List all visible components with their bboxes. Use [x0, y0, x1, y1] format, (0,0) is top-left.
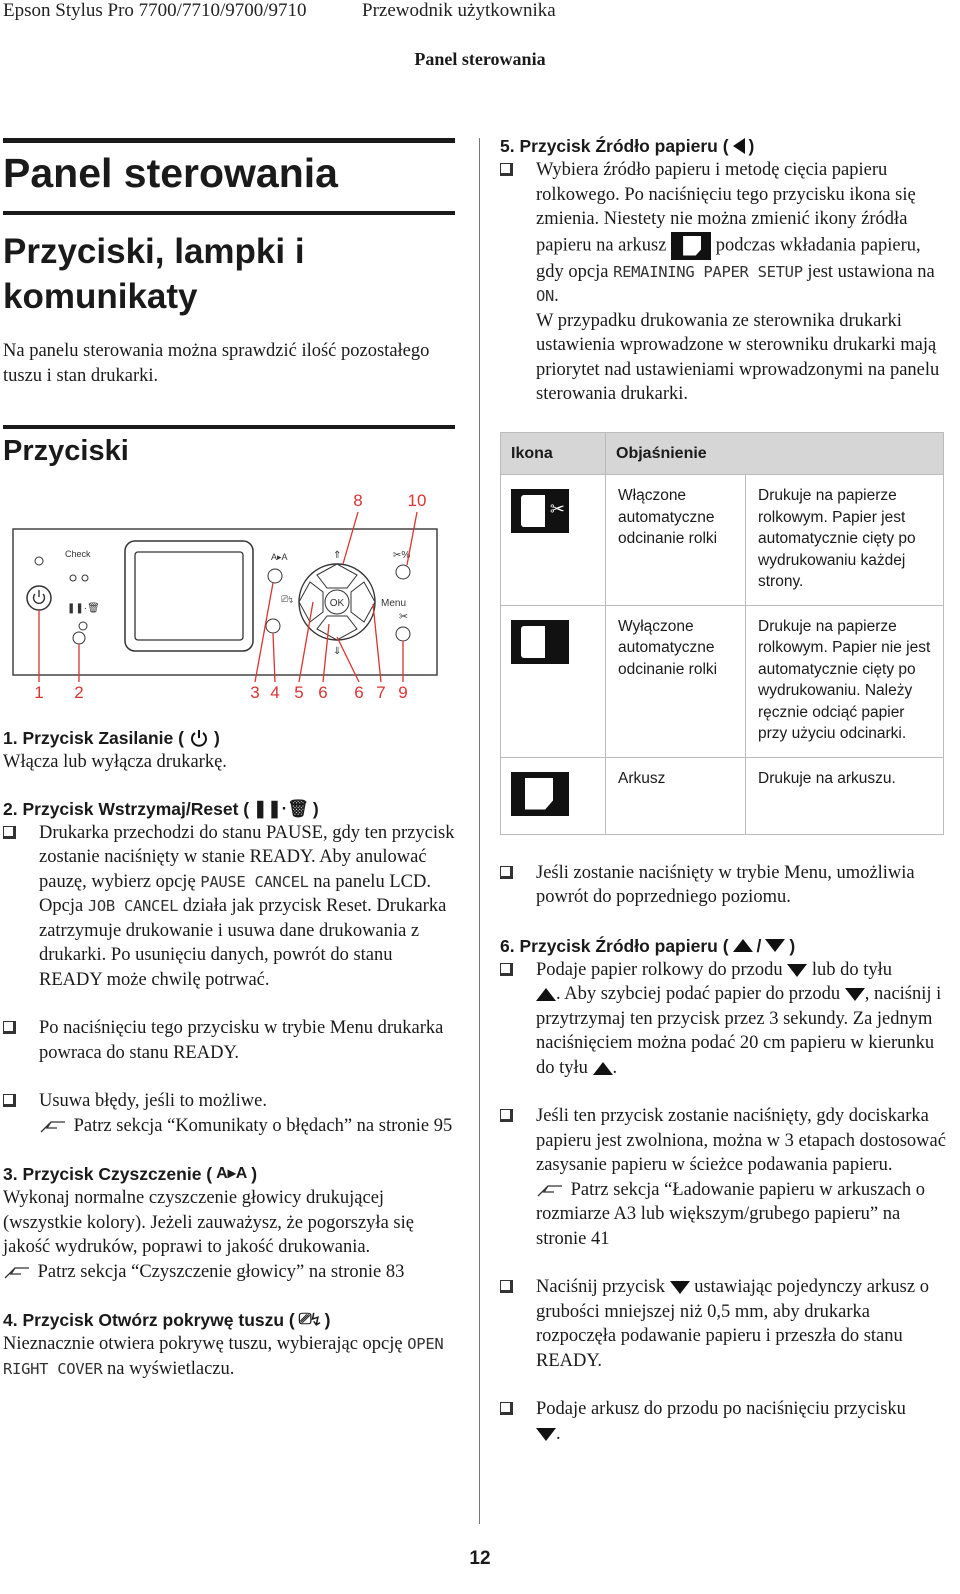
loading-reference-link[interactable]: Patrz sekcja “Ładowanie papieru w arkuszach o rozmiarze A3 lub większym/grubego papieru” na stronie 41 — [536, 1179, 926, 1249]
ink-cover-icon: ⎚↯ — [298, 1311, 321, 1328]
checkbox-bullet-icon — [3, 1021, 16, 1034]
check-label: Check — [65, 549, 91, 559]
pause-reset-button[interactable] — [73, 632, 85, 644]
text: Nieznacznie otwiera pokrywę tuszu, wybierając opcję — [3, 1334, 408, 1354]
section-rule — [3, 211, 455, 215]
text: Naciśnij przycisk — [536, 1277, 665, 1297]
table-cell — [501, 475, 606, 606]
text: ustawiając pojedynczy arkusz o grubości mniejszej niż 0,5 mm, aby drukarka rozpoczęła podawanie papieru i przeszła do stanu READY. — [536, 1277, 929, 1371]
cleaning-icon: A▸A — [271, 552, 288, 562]
pause-title-text: 2. Przycisk Wstrzymaj/Reset ( — [3, 798, 250, 819]
list-item — [500, 958, 952, 1081]
checkbox-bullet-icon — [500, 1280, 513, 1293]
feed-up-icon: ⇑ — [333, 550, 342, 561]
text: , naciśnij i przytrzymaj ten przycisk przez 3 sekundy. Za jednym naciśnięciem można podać 20 cm papieru w kierunku do tyłu — [536, 984, 942, 1078]
table-header: Objaśnienie — [606, 432, 944, 475]
section-rule — [3, 425, 455, 429]
cleaning-description: Wykonaj normalne czyszczenie głowicy drukującej (wszystkie kolory). Jeżeli zauważysz, że pogorszyła się jakość wydruków, poprawi to jakość drukowania. — [3, 1188, 414, 1257]
intro-paragraph: Na panelu sterowania można sprawdzić ilość pozostałego tuszu i stan drukarki. — [3, 341, 430, 386]
paper-feed-button-title — [500, 934, 952, 958]
callout-number: 10 — [407, 491, 427, 510]
down-arrow-icon — [845, 988, 865, 1001]
text: . — [554, 286, 559, 306]
reference-hand-icon — [39, 1118, 69, 1134]
up-arrow-icon — [536, 988, 556, 1001]
column-divider — [479, 138, 480, 1524]
callout-number: 8 — [353, 491, 363, 510]
table-row — [501, 605, 944, 757]
lcd-option: ON — [536, 287, 555, 305]
ink-cover-title-close: ) — [324, 1310, 331, 1330]
text: Podaje arkusz do przodu po naciśnięciu przycisku — [536, 1399, 906, 1419]
text: jest ustawiona na — [802, 261, 935, 282]
paper-source-button-title — [500, 134, 952, 158]
paper-feed-button-section — [500, 934, 952, 1447]
subsection-title: Przyciski, lampki i komunikaty — [3, 232, 305, 316]
errors-reference-link[interactable]: Patrz sekcja “Komunikaty o błędach” na stronie 95 — [73, 1115, 453, 1136]
list-item — [500, 1104, 952, 1251]
text: Wybiera źródło papieru i metodę cięcia papieru rolkowego. Po naciśnięciu tego przycisku ikona się zmienia. Niestety nie można zmienić ikony źródła papieru na arkusz — [536, 160, 916, 255]
cleaning-button[interactable] — [268, 569, 282, 583]
text: . — [612, 1057, 618, 1078]
table-cell: Drukuje na arkuszu. — [746, 757, 944, 834]
table-cell: Drukuje na papierze rolkowym. Papier nie jest automatycznie cięty po wydrukowaniu. Należy ręcznie odciąć papier przy użyciu odcinarki. — [746, 605, 944, 757]
list-item — [3, 1089, 455, 1138]
cutter-icon: ✂ — [399, 611, 409, 623]
checkbox-bullet-icon — [500, 163, 513, 176]
power-button-title — [3, 726, 455, 750]
down-arrow-icon — [670, 1281, 690, 1294]
down-arrow-icon — [536, 1428, 556, 1441]
control-panel-diagram — [3, 474, 453, 700]
menu-label: Menu — [381, 598, 407, 609]
table-row — [501, 757, 944, 834]
ink-cover-button[interactable] — [266, 619, 280, 633]
paper-feed-title-text: 6. Przycisk Źródło papieru ( — [500, 935, 729, 956]
checkbox-bullet-icon — [500, 866, 513, 879]
feed-down-icon: ⇓ — [333, 646, 342, 657]
header-guide-title: Przewodnik użytkownika — [362, 0, 556, 21]
text: Jeśli ten przycisk zostanie naciśnięty, gdy dociskarka papieru jest zwolniona, można w 3 etapach dostosować zasysanie papieru w ścieżce podawania papieru. — [536, 1106, 946, 1175]
sheet-icon — [511, 772, 569, 816]
text: Jeśli zostanie naciśnięty w trybie Menu, umożliwia powrót do poprzedniego poziomu. — [536, 862, 915, 907]
power-icon — [188, 727, 210, 749]
cut-button[interactable] — [396, 627, 410, 641]
lcd-option: JOB CANCEL — [87, 897, 179, 915]
table-cell — [501, 605, 606, 757]
paper-source-icon-table — [500, 432, 944, 835]
lcd-option: OPEN RIGHT COVER — [3, 1335, 444, 1378]
paper-release-button[interactable] — [396, 565, 410, 579]
table-header-row — [501, 432, 944, 475]
lcd-option: PAUSE CANCEL — [200, 872, 309, 891]
list-item — [500, 861, 952, 910]
left-arrow-icon — [733, 138, 745, 154]
list-item — [500, 158, 952, 407]
list-item — [3, 821, 455, 993]
callout-number: 4 — [270, 683, 280, 700]
paper-feed-title-close: ) — [789, 935, 796, 956]
power-title-text: 1. Przycisk Zasilanie ( — [3, 728, 184, 748]
cleaning-button-section — [3, 1162, 455, 1284]
pause-button-title — [3, 797, 455, 821]
callout-number: 3 — [250, 683, 260, 700]
text: na panelu LCD. Opcja — [39, 871, 431, 916]
checkbox-bullet-icon — [3, 1094, 16, 1107]
callout-number: 7 — [376, 683, 386, 700]
lcd-screen — [135, 552, 243, 640]
down-arrow-icon — [787, 964, 807, 977]
roll-auto-cut-off-icon — [511, 620, 569, 664]
paper-source-title-close: ) — [748, 136, 755, 156]
table-cell: Wyłączone automatyczne odcinanie rolki — [606, 605, 746, 757]
reference-hand-icon — [536, 1182, 566, 1198]
power-description: Włącza lub wyłącza drukarkę. — [3, 752, 227, 772]
callout-number: 9 — [398, 683, 408, 700]
pause-button-section — [3, 797, 455, 1139]
checkbox-bullet-icon — [500, 1402, 513, 1415]
header-product-title: Epson Stylus Pro 7700/7710/9700/9710 — [3, 0, 307, 21]
cleaning-reference-link[interactable]: Patrz sekcja “Czyszczenie głowicy” na stronie 83 — [37, 1261, 405, 1282]
page-title: Panel sterowania — [3, 150, 338, 196]
ok-label: OK — [329, 598, 345, 609]
pause-title-close: ) — [312, 798, 319, 819]
text: . Aby szybciej podać papier do przodu — [556, 984, 841, 1004]
reference-hand-icon — [3, 1264, 33, 1280]
up-arrow-icon — [593, 1062, 613, 1075]
roll-auto-cut-on-icon: ✂ — [511, 489, 569, 533]
text: Usuwa błędy, jeśli to możliwe. — [39, 1091, 267, 1111]
text: . — [556, 1423, 561, 1444]
power-button[interactable] — [27, 586, 51, 610]
ink-cover-title-text: 4. Przycisk Otwórz pokrywę tuszu ( — [3, 1310, 295, 1330]
sheet-icon — [671, 232, 711, 260]
pause-reset-icon: ❚❚·🗑 — [67, 603, 100, 614]
right-column — [500, 138, 952, 1446]
ink-cover-button-section — [3, 1308, 455, 1381]
text: lub do tyłu — [811, 959, 893, 980]
paper-release-icon: ✂% — [393, 550, 411, 561]
cleaning-icon: A▸A — [216, 1165, 248, 1182]
text: działa jak przycisk Reset. Drukarka zatrzymuje drukowanie i usuwa dane drukowania z drukarki. Po usunięciu danych, powrót do stanu READY może chwilę potrwać. — [39, 896, 447, 990]
text: na wyświetlaczu. — [102, 1358, 235, 1379]
ink-cover-button-title — [3, 1308, 455, 1332]
table-cell: Arkusz — [606, 757, 746, 834]
list-item — [3, 1016, 455, 1065]
cleaning-button-title — [3, 1162, 455, 1186]
list-item — [500, 1275, 952, 1373]
text: Podaje papier rolkowy do przodu — [536, 959, 783, 980]
paper-source-title-text: 5. Przycisk Źródło papieru ( — [500, 136, 729, 156]
separator: / — [756, 935, 762, 956]
cleaning-title-close: ) — [251, 1164, 258, 1184]
callout-number: 1 — [34, 683, 44, 700]
power-title-close: ) — [213, 728, 220, 748]
text: Drukarka przechodzi do stanu PAUSE, gdy ten przycisk zostanie naciśnięty w stanie READY. Aby anulować pauzę, wybierz opcję — [39, 822, 455, 892]
up-arrow-icon — [733, 939, 753, 952]
checkbox-bullet-icon — [500, 1109, 513, 1122]
table-cell: Włączone automatyczne odcinanie rolki — [606, 475, 746, 606]
lcd-option: REMAINING PAPER SETUP — [613, 262, 803, 281]
text: Po naciśnięciu tego przycisku w trybie Menu drukarka powraca do stanu READY. — [39, 1018, 444, 1063]
text: podczas wkładania papieru, gdy opcja — [536, 234, 921, 282]
left-column — [3, 138, 455, 1381]
buttons-heading: Przyciski — [3, 435, 129, 467]
table-row — [501, 475, 944, 606]
cleaning-title-text: 3. Przycisk Czyszczenie ( — [3, 1164, 213, 1184]
table-header: Ikona — [501, 432, 606, 475]
list-item — [500, 1397, 952, 1446]
table-cell: Drukuje na papierze rolkowym. Papier jest automatycznie cięty po wydrukowaniu każdej strony. — [746, 475, 944, 606]
text: W przypadku drukowania ze sterownika drukarki ustawienia wprowadzone w sterowniku drukarki mają priorytet nad ustawieniami wprowadzonymi na panelu sterowania drukarki. — [536, 310, 940, 404]
page-number: 12 — [469, 1548, 491, 1569]
checkbox-bullet-icon — [500, 963, 513, 976]
callout-number: 6 — [354, 683, 364, 700]
checkbox-bullet-icon — [3, 826, 16, 839]
pause-reset-icon: ❚❚·🗑 — [253, 798, 309, 818]
section-rule — [3, 138, 455, 143]
cover-icon: ⎚↯ — [281, 594, 294, 604]
callout-number: 6 — [318, 683, 328, 700]
down-arrow-icon — [765, 939, 785, 952]
power-button-section — [3, 726, 455, 775]
table-cell — [501, 757, 606, 834]
callout-number: 5 — [294, 683, 304, 700]
callout-number: 2 — [74, 683, 84, 700]
header-section-title: Panel sterowania — [414, 49, 546, 69]
